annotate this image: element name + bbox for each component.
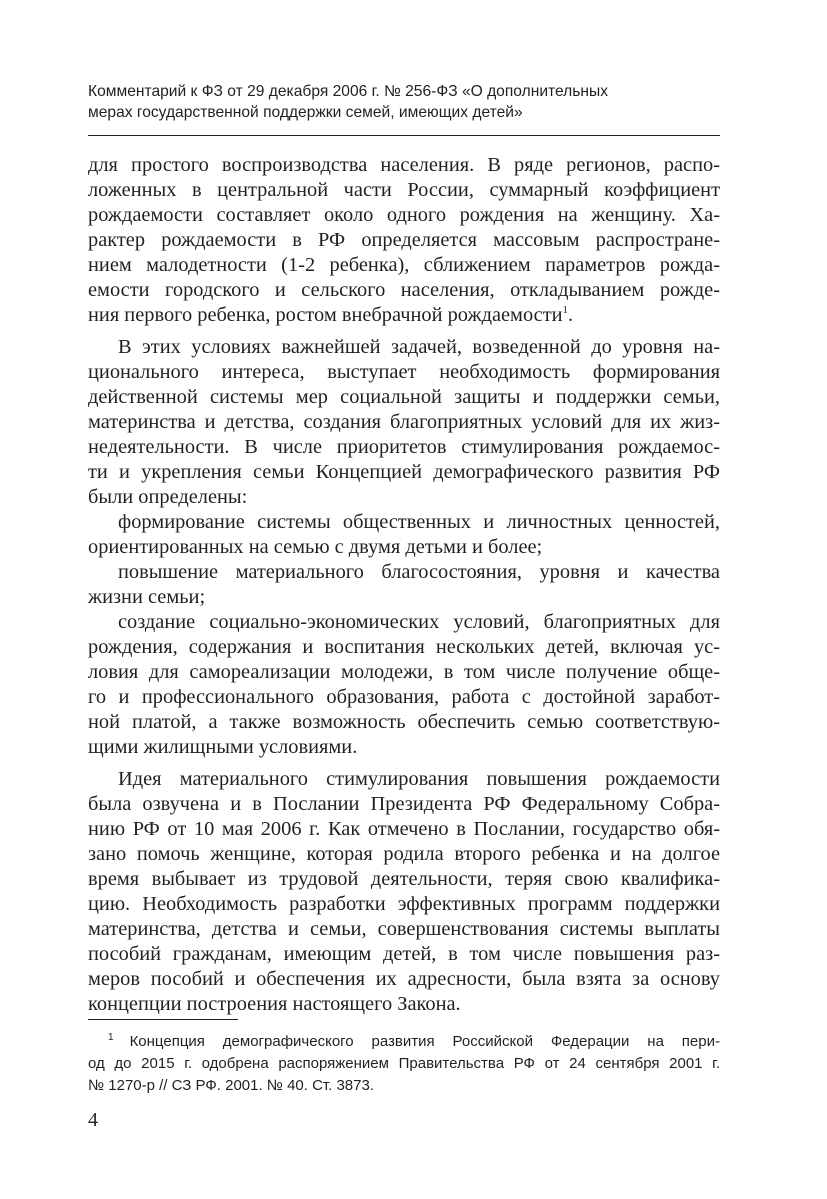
text-line: нием малодетности (1-2 ребенка), сближением параметров рожда- — [88, 254, 720, 276]
text-line: формирование системы общественных и личностных ценностей, — [118, 511, 720, 533]
text-line: концепции построения настоящего Закона. — [88, 993, 461, 1015]
text-line: действенной системы мер социальной защиты и поддержки семьи, — [88, 386, 720, 408]
list-item-3 — [88, 610, 720, 760]
text-line: меров пособий и обеспечения их адресности, была взята за основу — [88, 968, 720, 990]
footnote-line: од до 2015 г. одобрена распоряжением Правительства РФ от 24 сентября 2001 г. — [88, 1055, 720, 1072]
text-line: ориентированных на семью с двумя детьми и более; — [88, 536, 543, 558]
text-line: ловия для самореализации молодежи, в том числе получение обще- — [88, 661, 720, 683]
text-line: недеятельности. В числе приоритетов стимулирования рождаемос- — [88, 436, 720, 458]
text-line: время выбывает из трудовой деятельности, теряя свою квалифика- — [88, 868, 720, 890]
text-line: жизни семьи; — [88, 586, 206, 608]
paragraph-3 — [88, 767, 720, 1017]
text-line: го и профессионального образования, работа с достойной заработ- — [88, 686, 720, 708]
running-header-line-1: Комментарий к ФЗ от 29 декабря 2006 г. № 256-ФЗ «О дополнительных — [88, 83, 609, 100]
text-line: зано помочь женщине, которая родила второго ребенка и на долгое — [88, 843, 720, 865]
footnote-line: № 1270-р // СЗ РФ. 2001. № 40. Ст. 3873. — [88, 1077, 374, 1094]
list-item-1 — [88, 510, 720, 560]
text-line: рождаемости составляет около одного рождения на женщину. Ха- — [88, 204, 720, 226]
text-line: нию РФ от 10 мая 2006 г. Как отмечено в Послании, государство обя- — [88, 818, 720, 840]
running-header — [88, 81, 728, 123]
text-line: щими жилищными условиями. — [88, 736, 358, 758]
text-line: ти и укрепления семьи Концепцией демографического развития РФ — [88, 461, 720, 483]
footnote-divider — [88, 1019, 238, 1020]
text-line: В этих условиях важнейшей задачей, возведенной до уровня на- — [118, 336, 720, 358]
text-line: для простого воспроизводства населения. В ряде регионов, распо- — [88, 154, 720, 176]
text-line-content: ния первого ребенка, ростом внебрачной рождаемости — [88, 304, 563, 326]
text-line: цию. Необходимость разработки эффективных программ поддержки — [88, 893, 720, 915]
text-line: емости городского и сельского населения, откладыванием рожде- — [88, 279, 720, 301]
text-line: ния первого ребенка, ростом внебрачной рождаемости$^1$. — [88, 304, 574, 326]
list-item-2 — [88, 560, 720, 610]
footnote-line — [88, 1031, 720, 1053]
page-number: 4 — [88, 1109, 98, 1131]
header-divider — [88, 135, 720, 136]
footnote-marker: 1 — [108, 1032, 114, 1043]
text-line: ной платой, а также возможность обеспечить семью соответствую- — [88, 711, 720, 733]
text-line: были определены: — [88, 486, 248, 508]
paragraph-1 — [88, 153, 720, 328]
running-header-line-2: мерах государственной поддержки семей, имеющих детей» — [88, 104, 523, 121]
text-line: ложенных в центральной части России, суммарный коэффициент — [88, 179, 720, 201]
paragraph-2 — [88, 335, 720, 510]
text-line: повышение материального благосостояния, уровня и качества — [118, 561, 720, 583]
text-line: материнства и детства, создания благоприятных условий для их жиз- — [88, 411, 720, 433]
text-line: ционального интереса, выступает необходимость формирования — [88, 361, 720, 383]
text-line: материнства, детства и семьи, совершенствования системы выплаты — [88, 918, 720, 940]
text-line: Идея материального стимулирования повышения рождаемости — [118, 768, 720, 790]
text-line: рактер рождаемости в РФ определяется массовым распростране- — [88, 229, 720, 251]
footnote — [88, 1031, 720, 1097]
footnote-reference[interactable]: 1 — [562, 304, 569, 316]
text-line: пособий гражданам, имеющим детей, в том числе повышения раз- — [88, 943, 720, 965]
text-line: рождения, содержания и воспитания нескольких детей, включая ус- — [88, 636, 720, 658]
text-line: создание социально-экономических условий, благоприятных для — [118, 611, 720, 633]
main-text — [88, 153, 720, 1017]
footnote-text: Концепция демографического развития Российской Федерации на пери- — [129, 1033, 720, 1050]
text-line: была озвучена и в Послании Президента РФ Федеральному Собра- — [88, 793, 720, 815]
